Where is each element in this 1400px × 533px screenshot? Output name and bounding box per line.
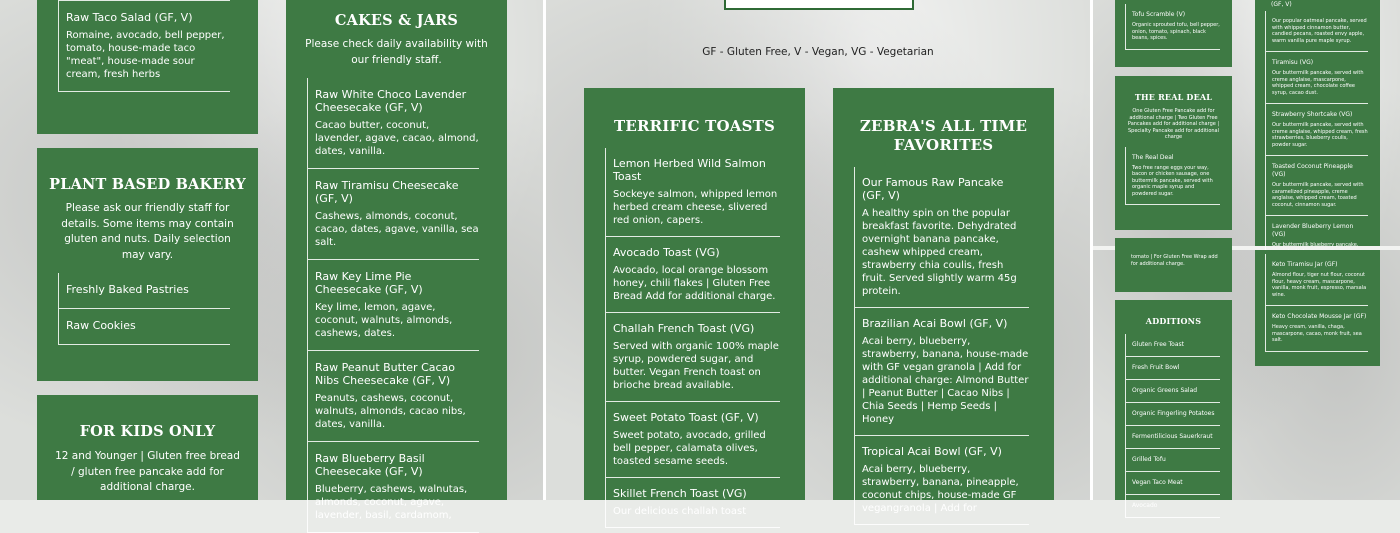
menu-item[interactable] [1126,449,1220,472]
item-name: Toasted Coconut Pineapple (VG) [1272,163,1353,178]
menu-item[interactable] [1126,495,1220,518]
menu-item[interactable] [1266,156,1368,216]
menu-panel-center [546,0,1090,517]
item-name: Fermentilicious Sauerkraut [1132,433,1213,440]
item-desc: Blueberry, cashews, walnutas, almonds, coconut, agave, lavender, basil, cardamom, [315,484,468,521]
item-desc: Sweet potato, avocado, grilled bell pepper, calamata olives, toasted sesame seeds. [613,430,766,467]
section-note: 12 and Younger | Gluten free bread / gluten free pancake add for additional charge. [55,450,240,493]
menu-item[interactable] [308,78,479,169]
item-desc: Heavy cream, vanilla, chaga, mascarpone, cacao, monk fruit, sea salt. [1272,324,1362,343]
section-title: PLANT BASED BAKERY [49,176,246,193]
menu-item[interactable] [1126,147,1220,206]
menu-item[interactable] [1266,306,1368,352]
menu-item[interactable] [59,309,230,345]
salad-card [37,0,258,134]
menu-item[interactable] [1126,334,1220,357]
item-desc: Acai berry, blueberry, strawberry, banana, pineapple, coconut chips, house-made GF vegangranola | Add for [862,464,1019,514]
item-desc: Served with organic 100% maple syrup, powdered sugar, and butter. Vegan French toast on brioche bread available. [613,341,779,391]
item-name: Raw Peanut Butter Cacao Nibs Cheesecake (GF, V) [315,361,456,387]
diet-legend: GF - Gluten Free, V - Vegan, VG - Vegetarian [702,46,934,58]
section-note: Please ask our friendly staff for details. Some items may contain gluten and nuts. Daily selection may vary. [61,202,234,261]
menu-item[interactable] [606,313,780,402]
item-name: Raw Taco Salad (GF, V) [66,11,193,24]
menu-item[interactable] [606,237,780,313]
menu-item[interactable] [855,436,1029,525]
menu-item[interactable] [1266,104,1368,156]
item-name: Organic Greens Salad [1132,387,1198,394]
item-name: Avocado [1132,502,1158,509]
menu-item[interactable] [59,1,230,92]
menu-item[interactable] [606,148,780,237]
item-desc: Cashews, almonds, coconut, cacao, dates, agave, vanilla, sea salt. [315,211,479,248]
pancakes-card [1255,0,1380,246]
panel-gap [1090,0,1093,500]
real-deal-items [1125,147,1220,206]
scramble-card [1115,0,1232,67]
item-desc: A healthy spin on the popular breakfast favorite. Dehydrated overnight banana pancake, cashew whipped cream, strawberry chia coulis, fresh fruit. Served slightly warm 45g protein. [862,208,1017,297]
cakes-jars-card [286,0,507,521]
menu-item[interactable] [1126,426,1220,449]
item-desc: Cacao butter, coconut, lavender, agave, cacao, almond, dates, vanilla. [315,120,479,157]
favorites-card [833,88,1054,514]
item-name: Raw Tiramisu Cheesecake (GF, V) [315,179,459,205]
salad-items [58,0,230,92]
item-desc: Our buttermilk pancake, served with caramelized pineapple, creme anglaise, whipped cream, toasted coconut, cinnamon sugar. [1272,182,1364,208]
keto-card [1255,250,1380,366]
item-desc: Two free range eggs your way, bacon or chicken sausage, one buttermilk pancake, served with organic maple syrup and powdered sugar. [1132,164,1213,197]
menu-item[interactable] [1126,4,1220,50]
menu-panel-right [1093,0,1400,509]
toasts-card [584,88,805,517]
section-title: FOR KIDS ONLY [79,423,216,440]
menu-panel-left [0,0,543,521]
section-note: Please check daily availability with our friendly staff. [305,38,488,66]
pancake-top-label: (GF, V) [1271,1,1292,8]
item-name: Organic Fingerling Potatoes [1132,410,1215,417]
plant-bakery-card [37,148,258,381]
section-title: ZEBRA'S ALL TIME FAVORITES [859,117,1028,154]
menu-item[interactable] [1266,52,1368,104]
item-name: Avocado Toast (VG) [613,246,720,259]
menu-item[interactable] [1126,472,1220,495]
item-name: Sweet Potato Toast (GF, V) [613,411,759,424]
section-title: TERRIFIC TOASTS [613,117,776,135]
item-name: Vegan Taco Meat [1132,479,1183,486]
item-name: Strawberry Shortcake (VG) [1272,111,1353,118]
scramble-items [1125,4,1220,50]
item-name: Fresh Fruit Bowl [1132,364,1180,371]
item-name: Our Famous Raw Pancake (GF, V) [862,176,1004,202]
item-desc: Our delicious challah toast [613,506,747,517]
item-name: Raw White Choco Lavender Cheesecake (GF, V) [315,88,467,114]
menu-item[interactable] [1266,11,1368,52]
menu-item[interactable] [606,402,780,478]
item-desc: Peanuts, cashews, coconut, walnuts, almonds, cacao nibs, dates, vanilla. [315,393,466,430]
item-name: Lavender Blueberry Lemon (VG) [1272,223,1354,238]
section-title: CAKES & JARS [334,12,459,29]
item-name: Raw Blueberry Basil Cheesecake (GF, V) [315,452,425,478]
menu-item[interactable] [1126,403,1220,426]
real-deal-card [1115,76,1232,230]
item-desc: Our buttermilk blueberry pancake, [1272,242,1359,248]
kids-card [37,395,258,500]
item-name: Tropical Acai Bowl (GF, V) [862,445,1002,458]
item-desc: Our buttermilk pancake, served with creme anglaise, mascarpone, whipped cream, chocolate coffee syrup, cacao dust. [1272,70,1364,96]
cakes-items [307,78,479,533]
menu-item[interactable] [59,273,230,309]
item-name: Tiramisu (VG) [1272,59,1314,66]
menu-item[interactable] [1266,254,1368,306]
panel-gap [543,0,546,500]
item-desc: Romaine, avocado, bell pepper, tomato, house-made taco "meat", house-made sour cream, fresh herbs [66,30,225,80]
item-desc: Organic sprouted tofu, bell pepper, onion, tomato, spinach, black beans, spices. [1132,22,1220,41]
section-title: ADDITIONS [1145,316,1202,326]
item-name: Tofu Scramble (V) [1132,11,1186,18]
section-title: THE REAL DEAL [1134,92,1213,102]
item-desc: Sockeye salmon, whipped lemon herbed cream cheese, slivered red onion, capers. [613,189,778,226]
item-desc: Avocado, local orange blossom honey, chili flakes | Gluten Free Bread Add for additional charge. [613,265,776,302]
item-name: Raw Key Lime Pie Cheesecake (GF, V) [315,270,423,296]
menu-item[interactable] [606,478,780,528]
additions-items [1125,334,1220,518]
item-desc: Acai berry, blueberry, strawberry, banana, house-made with GF vegan granola | Add for additional charge: Almond Butter | Peanut Butter | Cacao Nibs | Chia Seeds | Hemp Seeds | Honey [862,336,1029,425]
item-desc: Key lime, lemon, agave, coconut, walnuts, almonds, cashews, dates. [315,302,453,339]
pancake-items [1265,11,1368,262]
additions-card [1115,300,1232,509]
menu-item[interactable] [308,351,479,442]
item-name: Gluten Free Toast [1132,341,1184,348]
item-name: Lemon Herbed Wild Salmon Toast [613,157,766,183]
item-name: Skillet French Toast (VG) [613,487,747,500]
item-name: Brazilian Acai Bowl (GF, V) [862,317,1008,330]
wrap-card [1115,238,1232,292]
item-name: Keto Tiramisu Jar (GF) [1272,261,1338,268]
menu-item[interactable] [308,442,479,533]
wrap-text: tomato | For Gluten Free Wrap add for additional charge. [1131,254,1218,267]
menu-item[interactable] [1126,380,1220,403]
item-name: Challah French Toast (VG) [613,322,755,335]
section-note: One Gluten Free Pancake add for additional charge | Two Gluten Free Pancakes add for additional charge | Specialty Pancake add for additional charge [1127,108,1220,140]
item-name: Freshly Baked Pastries [66,283,189,296]
item-desc: Our popular oatmeal pancake, served with whipped cinnamon butter, candied pecans, roasted envy apple, warm vanilla pure maple syrup. [1272,18,1367,44]
toasts-items [605,148,780,528]
item-name: Raw Cookies [66,319,136,332]
menu-item[interactable] [855,167,1029,308]
item-name: The Real Deal [1132,153,1174,161]
keto-items [1265,254,1368,352]
menu-item[interactable] [308,260,479,351]
menu-item[interactable] [855,308,1029,436]
favorites-items [854,167,1029,525]
bakery-items [58,273,230,345]
item-name: Keto Chocolate Mousse Jar (GF) [1272,313,1367,320]
menu-item[interactable] [308,169,479,260]
item-desc: Our buttermilk pancake, served with creme anglaise, whipped cream, fresh strawberries, blueberry coulis, powder sugar. [1272,122,1368,148]
item-desc: Almond flour, tiger nut flour, coconut flour, heavy cream, mascarpone, vanilla, monk fruit, espresso, marsala wine. [1272,272,1367,298]
menu-item[interactable] [1126,357,1220,380]
header-box[interactable] [724,0,914,10]
item-name: Grilled Tofu [1132,456,1166,463]
